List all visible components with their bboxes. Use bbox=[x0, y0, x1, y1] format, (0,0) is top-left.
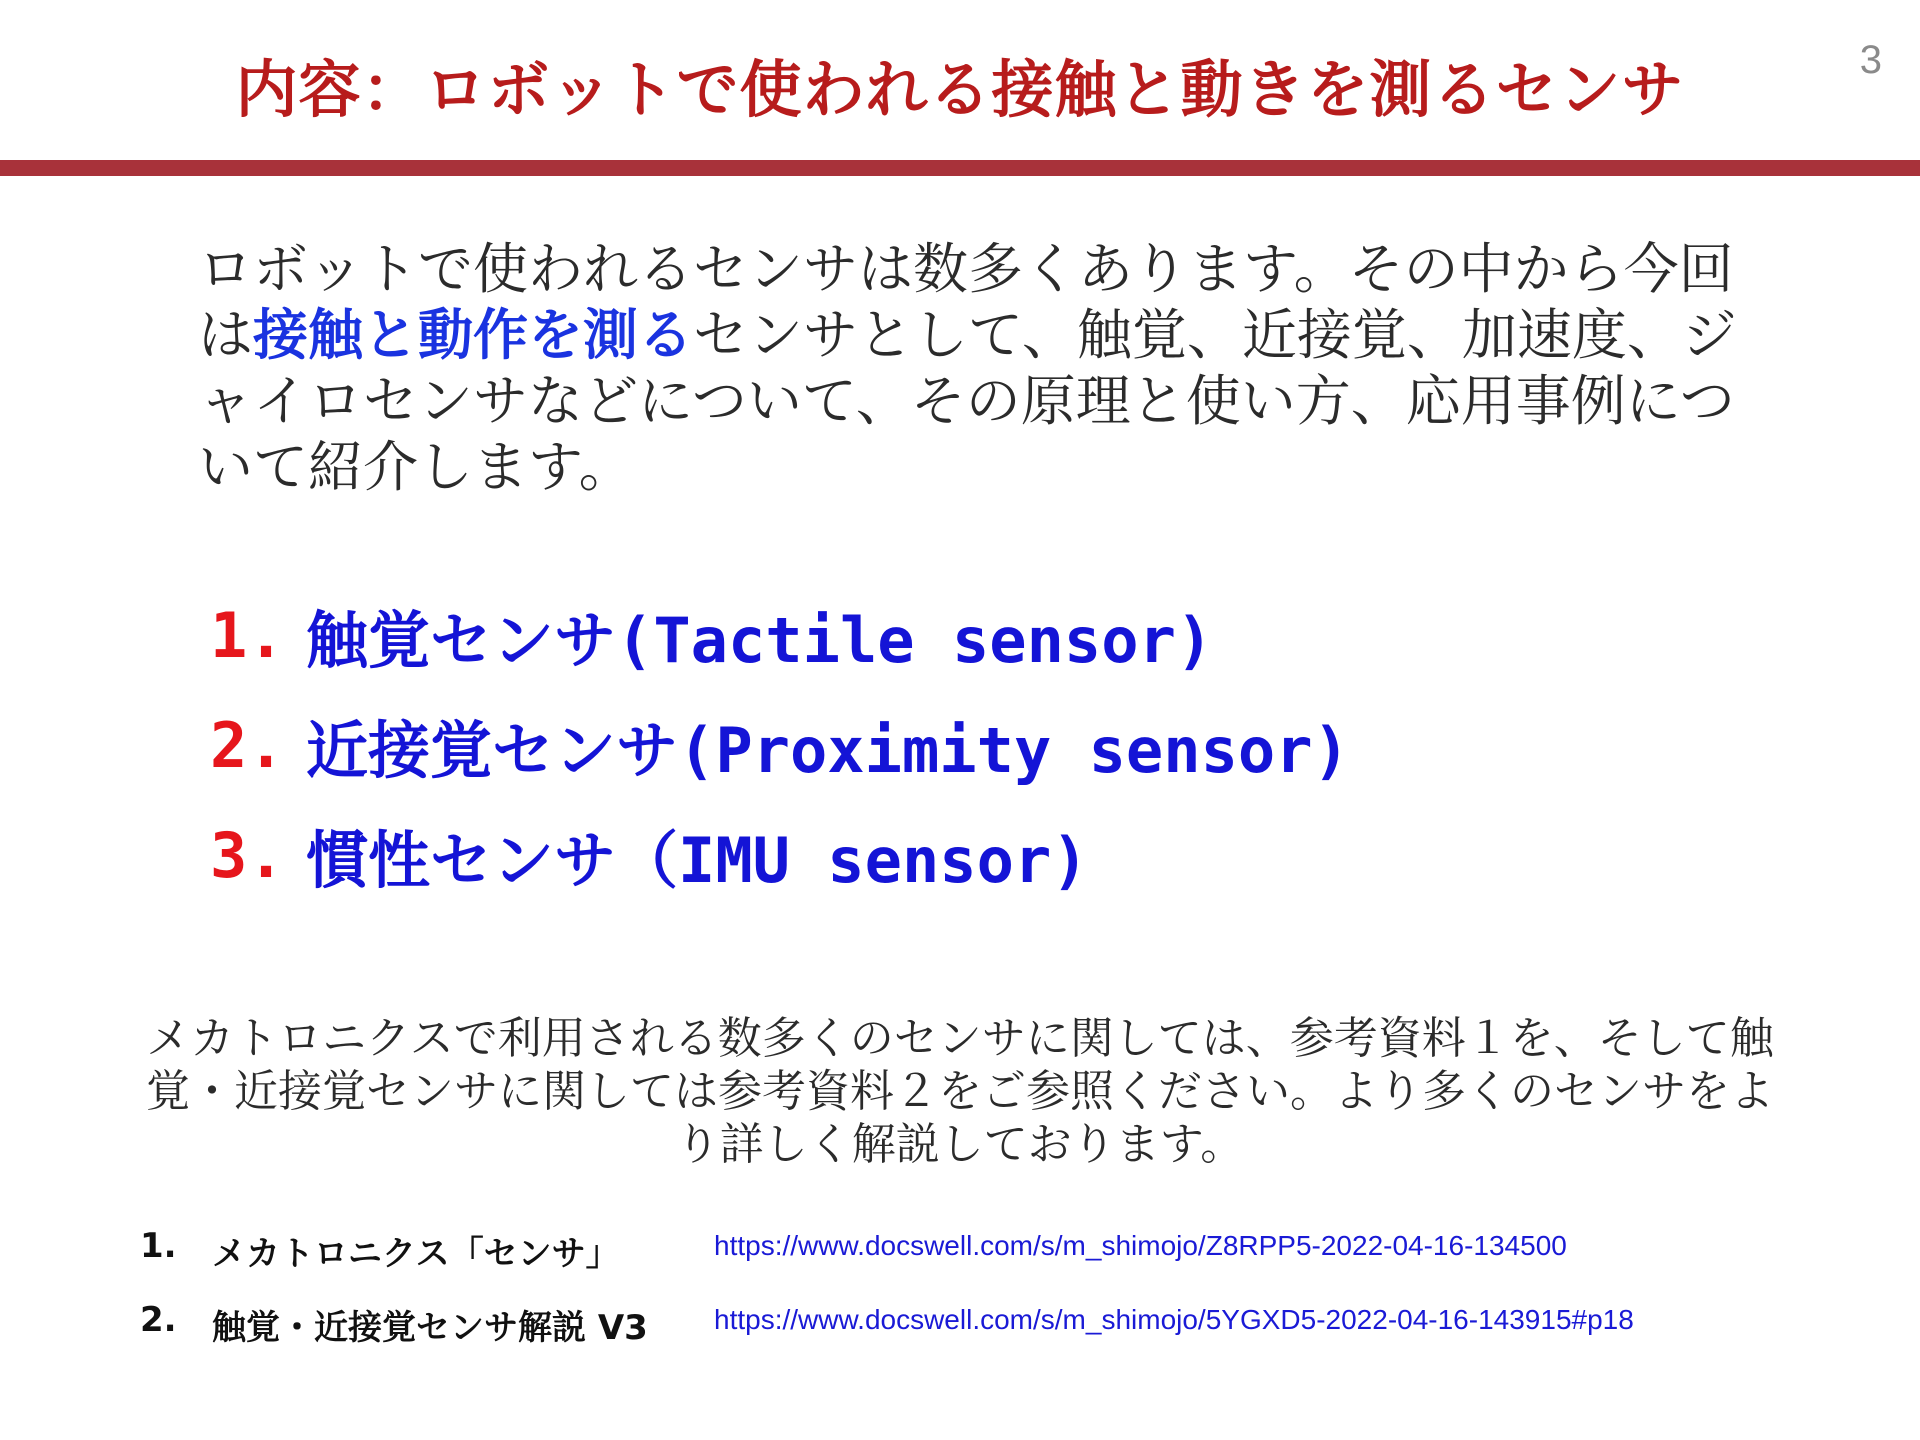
intro-paragraph bbox=[198, 236, 1758, 500]
page-number: 3 bbox=[1859, 38, 1882, 82]
topic-item bbox=[210, 690, 1350, 800]
topic-list bbox=[210, 580, 1350, 910]
title-divider bbox=[0, 160, 1920, 176]
reference-link[interactable]: https://www.docswell.com/s/m_shimojo/Z8RPP5-2022-04-16-134500 bbox=[714, 1230, 1567, 1261]
topic-item bbox=[210, 800, 1350, 910]
reference-list bbox=[140, 1220, 1900, 1368]
reference-note: メカトロニクスで利用される数多くのセンサに関しては、参考資料１を、そして触覚・近接覚センサに関しては参考資料２をご参照ください。より多くのセンサをより詳しく解説しております。 bbox=[146, 1013, 1774, 1170]
topic-label: 近接覚センサ(Proximity sensor) bbox=[306, 713, 1350, 787]
topic-number: 1. bbox=[210, 598, 285, 672]
reference-title: 触覚・近接覚センサ解説 V3 bbox=[212, 1308, 648, 1348]
reference-item bbox=[140, 1294, 1900, 1368]
topic-label: 触覚センサ(Tactile sensor) bbox=[306, 603, 1214, 677]
topic-label: 慣性センサ（IMU sensor) bbox=[306, 823, 1089, 897]
intro-highlight: 接触と動作を測る bbox=[253, 303, 694, 367]
intro-text-before: ロボットで使われるセンサは数多くあります。その中から今回は bbox=[198, 237, 1734, 367]
reference-number: 2. bbox=[140, 1300, 177, 1340]
topic-number: 2. bbox=[210, 708, 285, 782]
topic-number: 3. bbox=[210, 818, 285, 892]
intro-text-after: センサとして、触覚、近接覚、加速度、ジャイロセンサなどについて、その原理と使い方、応用事例について紹介します。 bbox=[198, 303, 1737, 499]
reference-title: メカトロニクス「センサ」 bbox=[212, 1234, 620, 1274]
slide-title: 内容：ロボットで使われる接触と動きを測るセンサ bbox=[235, 53, 1685, 126]
reference-number: 1. bbox=[140, 1226, 177, 1266]
reference-link[interactable]: https://www.docswell.com/s/m_shimojo/5YGXD5-2022-04-16-143915#p18 bbox=[714, 1304, 1634, 1335]
reference-item bbox=[140, 1220, 1900, 1294]
topic-item bbox=[210, 580, 1350, 690]
